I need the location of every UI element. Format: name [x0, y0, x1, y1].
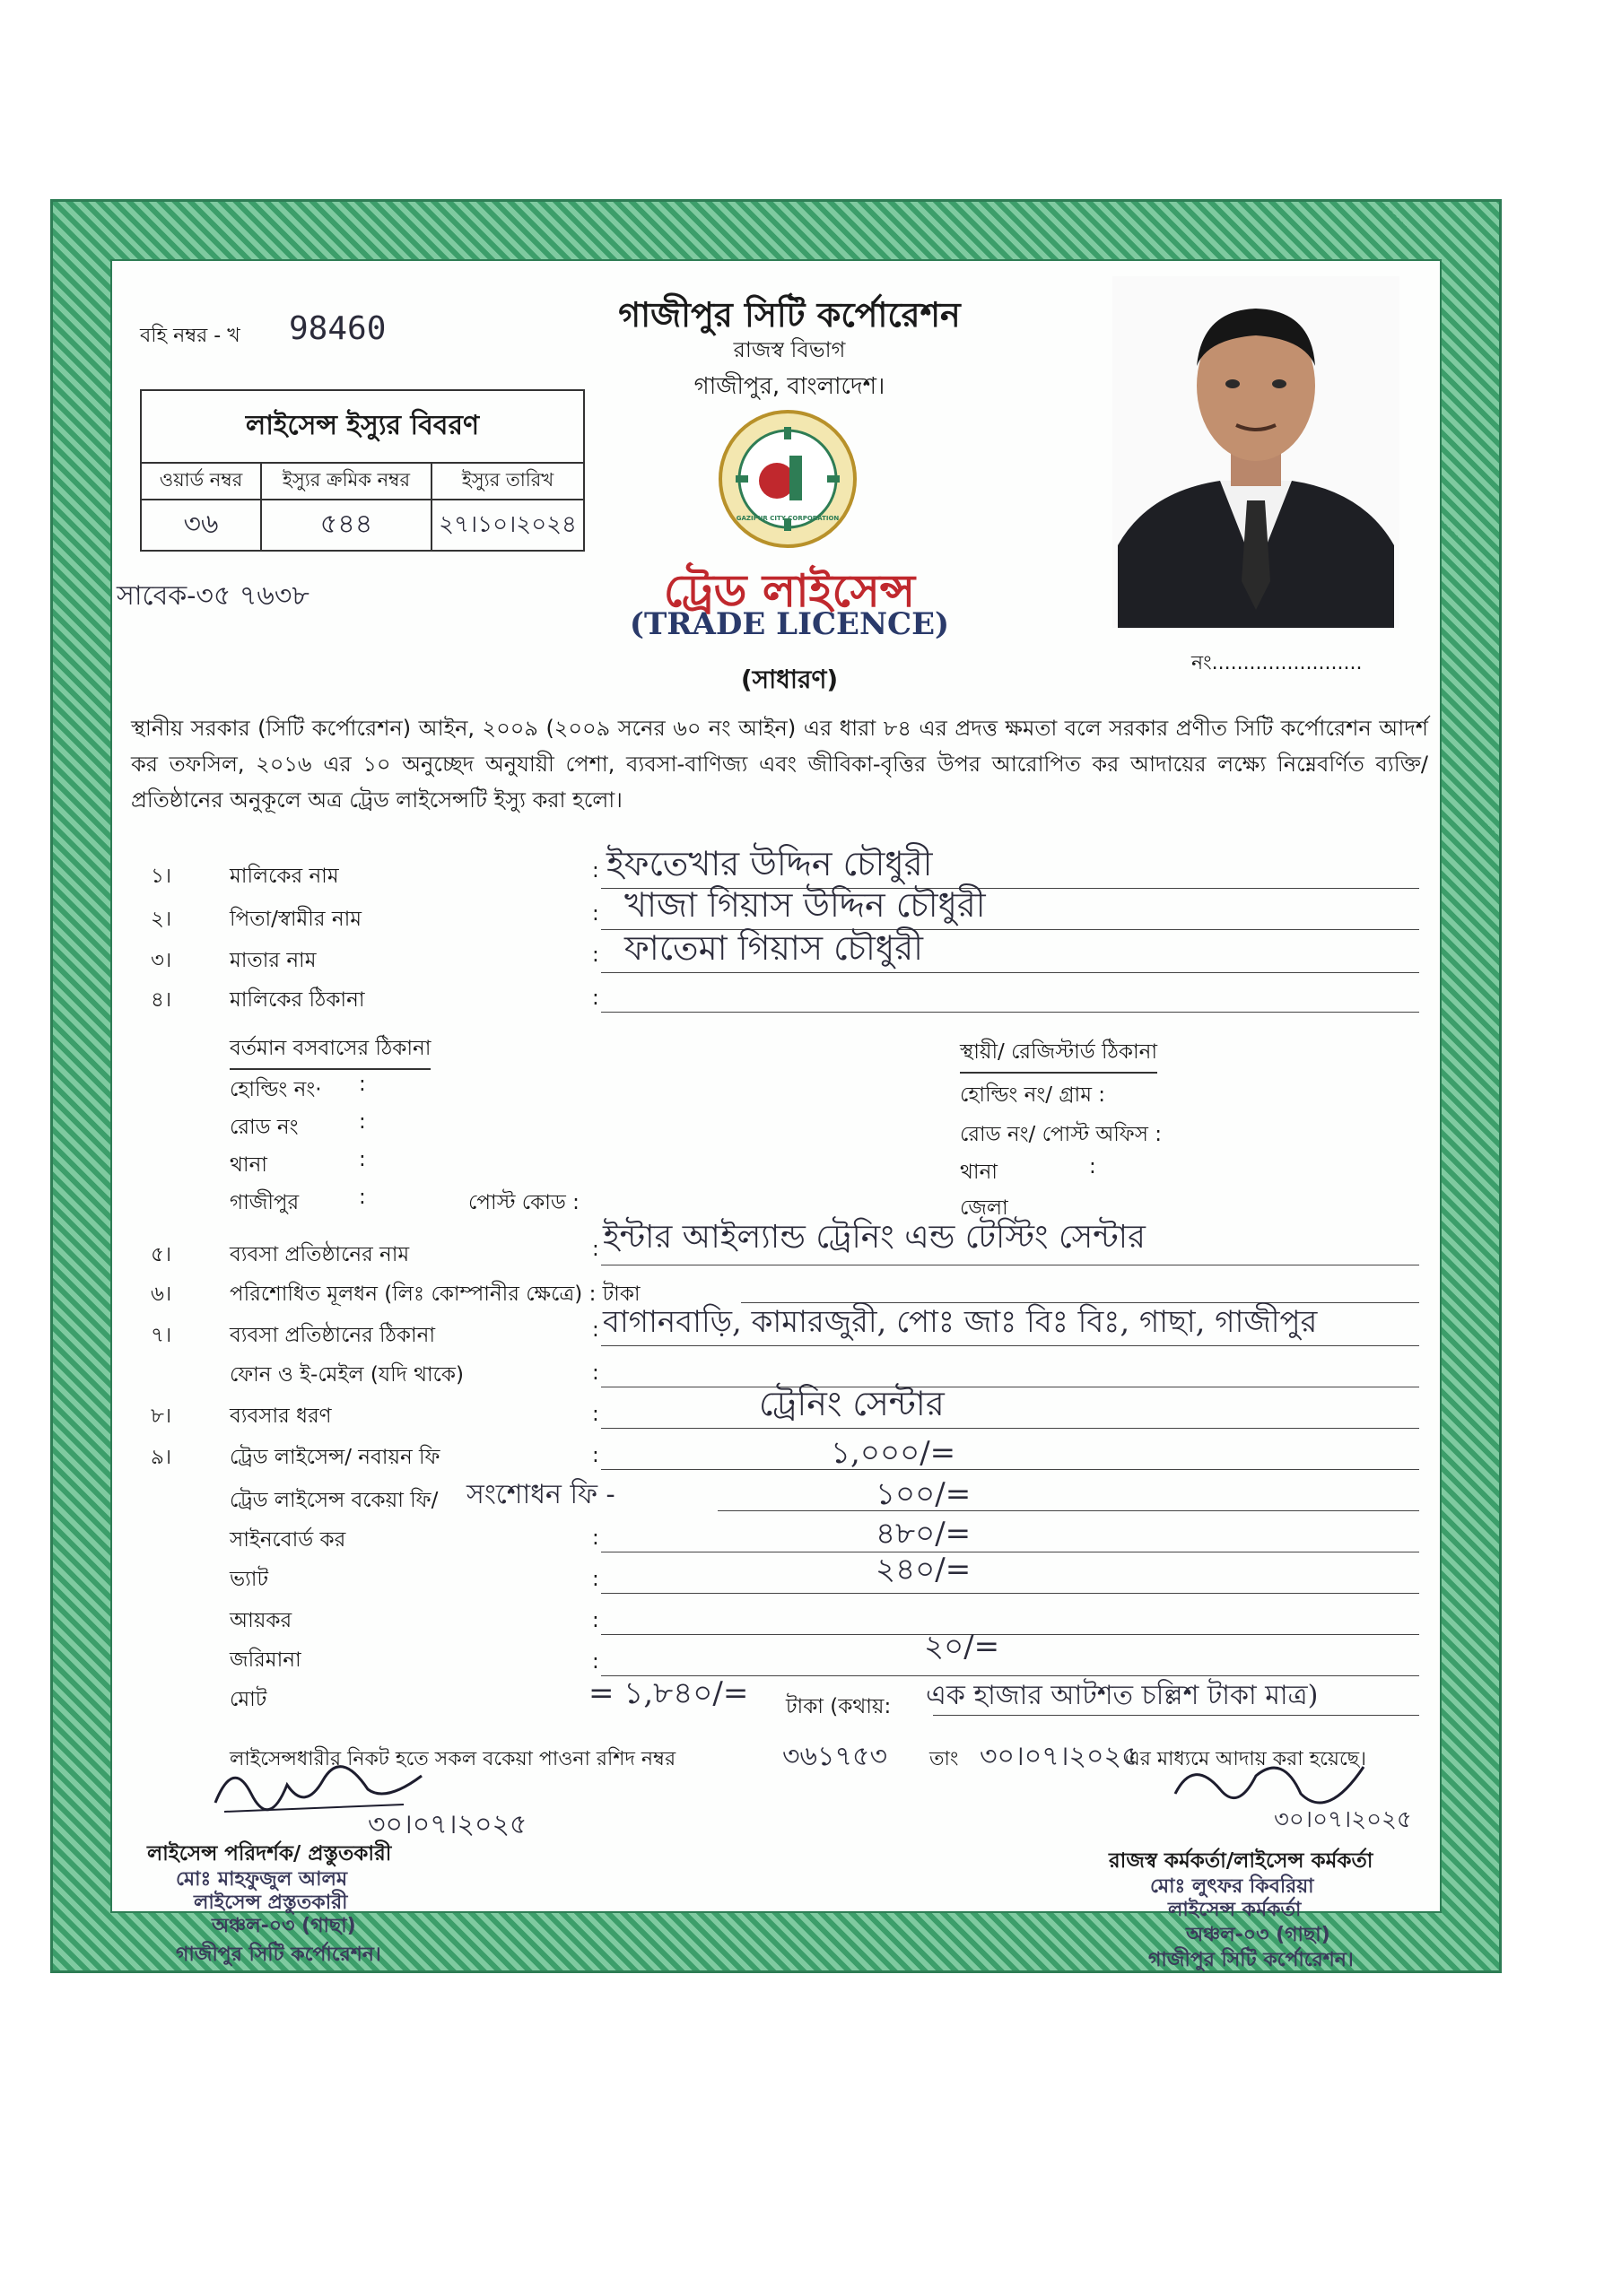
vat-label: ভ্যাট	[230, 1568, 269, 1591]
arrears-fee-line	[718, 1510, 1419, 1511]
issue-box-heading: লাইসেন্স ইস্যুর বিবরণ	[141, 390, 584, 463]
father-name-label: পিতা/স্বামীর নাম	[230, 908, 362, 931]
father-name-value: খাজা গিয়াস উদ্দিন চৌধুরী	[624, 885, 986, 925]
col-date: ইস্যুর তারিখ	[432, 463, 584, 500]
permanent-address-heading: স্থায়ী/ রেজিস্টার্ড ঠিকানা	[960, 1035, 1157, 1074]
receipt-date: ৩০।০৭।২০২৫	[980, 1741, 1139, 1772]
field-6-num: ৬।	[151, 1283, 172, 1306]
taka-in-words-label: টাকা (কথায়:	[786, 1695, 892, 1718]
postcode-label: পোস্ট কোড :	[468, 1191, 580, 1214]
owner-photo	[1112, 276, 1399, 628]
previous-number: সাবেক-৩৫ ৭৬৩৮	[117, 580, 309, 612]
field-3-num: ৩।	[151, 949, 172, 972]
paid-capital-label: পরিশোধিত মূলধন (লিঃ কোম্পানীর ক্ষেত্রে) : টাকা	[230, 1283, 641, 1306]
business-name-label: ব্যবসা প্রতিষ্ঠানের নাম	[230, 1243, 410, 1266]
receipt-text-post: এর মাধ্যমে আদায় করা হয়েছে।	[1125, 1748, 1366, 1770]
thana-label: থানা	[230, 1153, 267, 1177]
perm-district-label: জেলা	[960, 1196, 1008, 1220]
field-8-num: ৮।	[151, 1405, 172, 1428]
book-number-label: বহি নম্বর - খ	[140, 325, 240, 347]
location: গাজীপুর, বাংলাদেশ।	[693, 373, 885, 400]
signboard-tax-value: ৪৮০/=	[876, 1516, 972, 1552]
licence-fee-value: ১,০০০/=	[831, 1435, 956, 1471]
owner-address-label: মালিকের ঠিকানা	[230, 988, 365, 1012]
inspector-role: লাইসেন্স পরিদর্শক/ প্রস্তুতকারী	[147, 1842, 392, 1866]
mother-name-label: মাতার নাম	[230, 949, 317, 972]
city-corporation-logo	[718, 409, 858, 549]
intro-paragraph: স্থানীয় সরকার (সিটি কর্পোরেশন) আইন, ২০০৯ (২০০৯ সনের ৬০ নং আইন) এর ধারা ৮৪ এর প্রদত্ত ক্ষমতা বলে সরকার প্রণীত সিটি কর্পোরেশন আদর্শ কর তফসিল, ২০১৬ এর ১০ অনুচ্ছেদ অনুযায়ী পেশা, ব্যবসা-বাণিজ্য এবং জীবিকা-বৃত্তির উপর আরোপিত কর আদায়ের লক্ষ্যে নিম্নেবর্ণিত ব্যক্তি/প্রতিষ্ঠানের অনুকূলে অত্র ট্রেড লাইসেন্সটি ইস্যু করা হলো।	[131, 716, 1428, 813]
field-9-num: ৯।	[151, 1446, 172, 1469]
receipt-text-pre: লাইসেন্সধারীর নিকট হতে সকল বকেয়া পাওনা রশিদ নম্বর	[230, 1748, 676, 1770]
business-address-label: ব্যবসা প্রতিষ্ঠানের ঠিকানা	[230, 1324, 436, 1347]
business-type-value: ট্রেনিং সেন্টার	[759, 1384, 945, 1423]
perm-holding-label: হোল্ডিং নং/ গ্রাম :	[960, 1083, 1106, 1107]
officer-stamp-title: লাইসেন্স কর্মকর্তা	[1168, 1899, 1302, 1921]
total-value: = ১,৮৪০/=	[588, 1675, 749, 1711]
income-tax-line	[601, 1634, 1419, 1635]
field-2-num: ২।	[151, 908, 172, 931]
business-type-label: ব্যবসার ধরণ	[230, 1405, 332, 1428]
inspector-stamp-title: লাইসেন্স প্রস্তুতকারী	[194, 1892, 348, 1914]
receipt-number: ৩৬১৭৫৩	[782, 1741, 887, 1772]
correction-fee-label: সংশোধন ফি -	[466, 1479, 615, 1510]
field-4-num: ৪।	[151, 988, 172, 1012]
receipt-date-label: তাং	[929, 1748, 959, 1770]
arrears-fee-value: ১০০/=	[876, 1476, 972, 1512]
logo-caption: GAZIPUR CITY CORPORATION	[736, 515, 840, 522]
field-1-num: ১।	[151, 865, 172, 888]
amount-words-value: এক হাজার আটশত চল্লিশ টাকা মাত্র)	[926, 1680, 1319, 1711]
perm-road-label: রোড নং/ পোস্ট অফিস :	[960, 1123, 1162, 1146]
col-ward: ওয়ার্ড নম্বর	[141, 463, 261, 500]
business-type-line	[601, 1428, 1419, 1429]
mother-name-value: ফাতেমা গিয়াস চৌধুরী	[624, 928, 924, 968]
owner-name-label: মালিকের নাম	[230, 865, 339, 888]
signboard-tax-label: সাইনবোর্ড কর	[230, 1528, 346, 1552]
inspector-stamp-org: গাজীপুর সিটি কর্পোরেশন।	[176, 1944, 381, 1966]
field-5-num: ৫।	[151, 1243, 172, 1266]
owner-name-value: ইফতেখার উদ্দিন চৌধুরী	[606, 844, 933, 883]
field-7-num: ৭।	[151, 1324, 172, 1347]
fine-label: জরিমানা	[230, 1648, 301, 1672]
holding-label: হোল্ডিং নং·	[230, 1078, 322, 1101]
officer-stamp-zone: অঞ্চল-০৩ (গাছা)	[1186, 1924, 1330, 1946]
road-label: রোড নং	[230, 1116, 299, 1139]
officer-role: রাজস্ব কর্মকর্তা/লাইসেন্স কর্মকর্তা	[1109, 1849, 1373, 1873]
present-address-heading: বর্তমান বসবাসের ঠিকানা	[230, 1031, 431, 1070]
col-serial: ইস্যুর ক্রমিক নম্বর	[261, 463, 432, 500]
date-value: ২৭।১০।২০২৪	[432, 500, 584, 551]
book-number: 98460	[289, 310, 387, 347]
gazipur-label: গাজীপুর	[230, 1191, 300, 1214]
licence-fee-line	[601, 1469, 1419, 1470]
phone-email-label: ফোন ও ই-মেইল (যদি থাকে)	[230, 1363, 464, 1387]
income-tax-label: আয়কর	[230, 1609, 292, 1632]
fine-value: ২০/=	[924, 1629, 1000, 1665]
officer-stamp-name: মোঃ লুৎফর কিবরিয়া	[1150, 1875, 1314, 1898]
org-name: গাজীপুর সিটি কর্পোরেশন	[618, 295, 961, 335]
ward-value: ৩৬	[141, 500, 261, 551]
inspector-sign-date: ৩০।০৭।২০২৫	[368, 1809, 527, 1840]
title-en: (TRADE LICENCE)	[629, 606, 950, 642]
subtitle: (সাধারণ)	[740, 665, 839, 694]
vat-line	[601, 1593, 1419, 1594]
title-bn: ট্রেড লাইসেন্স	[663, 565, 916, 617]
owner-address-line	[601, 1012, 1419, 1013]
officer-stamp-org: গাজীপুর সিটি কর্পোরেশন।	[1148, 1949, 1354, 1971]
inspector-stamp-name: মোঃ মাহফুজুল আলম	[176, 1868, 348, 1891]
department: রাজস্ব বিভাগ	[733, 337, 846, 362]
arrears-fee-label: ট্রেড লাইসেন্স বকেয়া ফি/	[230, 1489, 439, 1512]
business-address-value: বাগানবাড়ি, কামারজুরী, পোঃ জাঃ বিঃ বিঃ, গাছা, গাজীপুর	[603, 1304, 1318, 1340]
vat-value: ২৪০/=	[876, 1552, 972, 1587]
serial-value: ৫৪৪	[261, 500, 432, 551]
total-label: মোট	[230, 1688, 267, 1711]
business-name-value: ইন্টার আইল্যান্ড ট্রেনিং এন্ড টেস্টিং সেন্টার	[603, 1219, 1146, 1256]
licence-fee-label: ট্রেড লাইসেন্স/ নবায়ন ফি	[230, 1446, 440, 1469]
officer-sign-date: ৩০।০৭।২০২৫	[1274, 1806, 1412, 1833]
issue-details-box	[140, 389, 585, 552]
licence-no-label: নং........................	[1191, 652, 1363, 674]
perm-thana-label: থানা	[960, 1161, 998, 1184]
inspector-stamp-zone: অঞ্চল-০৩ (গাছা)	[212, 1915, 356, 1937]
